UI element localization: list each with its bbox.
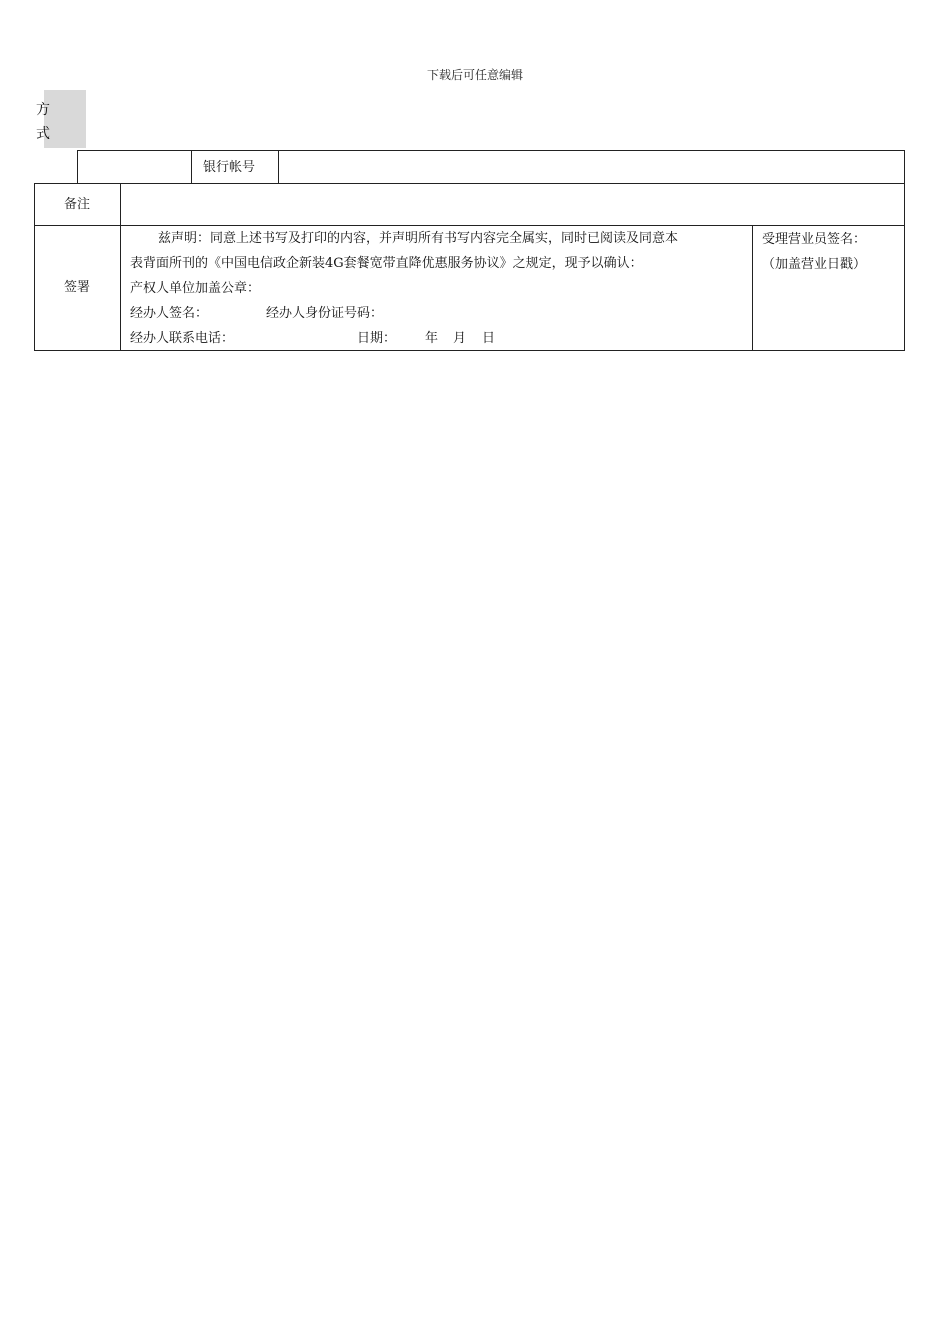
handler-phone-label: 经办人联系电话： xyxy=(130,331,235,346)
declaration-line-2: 表背面所刊的《中国电信政企新装4G套餐宽带直降优惠服务协议》之规定，现予以确认： xyxy=(130,256,643,271)
handler-sign-label: 经办人签名： xyxy=(130,306,209,321)
page-header-note: 下载后可任意编辑 xyxy=(426,68,523,82)
partial-row-label-char-1: 方 xyxy=(36,102,50,118)
signature-label: 签署 xyxy=(64,280,91,295)
owner-seal-label: 产权人单位加盖公章： xyxy=(130,281,261,296)
declaration-line-1: 兹声明：同意上述书写及打印的内容，并声明所有书写内容完全属实，同时已阅读及同意本 xyxy=(158,231,679,246)
clerk-sign-label: 受理营业员签名： xyxy=(762,232,867,247)
date-label: 日期： xyxy=(357,331,397,346)
clerk-stamp-label: （加盖营业日戳） xyxy=(762,257,867,272)
bank-account-label-cell xyxy=(191,150,279,184)
gray-shaded-cell xyxy=(44,90,86,148)
remarks-label-cell xyxy=(34,183,121,226)
bank-row-empty-cell xyxy=(77,150,192,184)
handler-id-label: 经办人身份证号码： xyxy=(266,306,384,321)
remarks-label: 备注 xyxy=(64,197,91,212)
date-month-label: 月 xyxy=(453,331,467,346)
partial-row-label-char-2: 式 xyxy=(36,126,50,142)
bank-account-value-cell[interactable] xyxy=(278,150,905,184)
clerk-signature-cell[interactable] xyxy=(752,225,905,351)
remarks-value-cell[interactable] xyxy=(120,183,905,226)
partial-row-label xyxy=(36,98,50,146)
date-year-label: 年 xyxy=(425,331,439,346)
bank-account-label: 银行帐号 xyxy=(203,160,256,175)
signature-label-cell xyxy=(34,225,121,351)
date-day-label: 日 xyxy=(482,331,496,346)
